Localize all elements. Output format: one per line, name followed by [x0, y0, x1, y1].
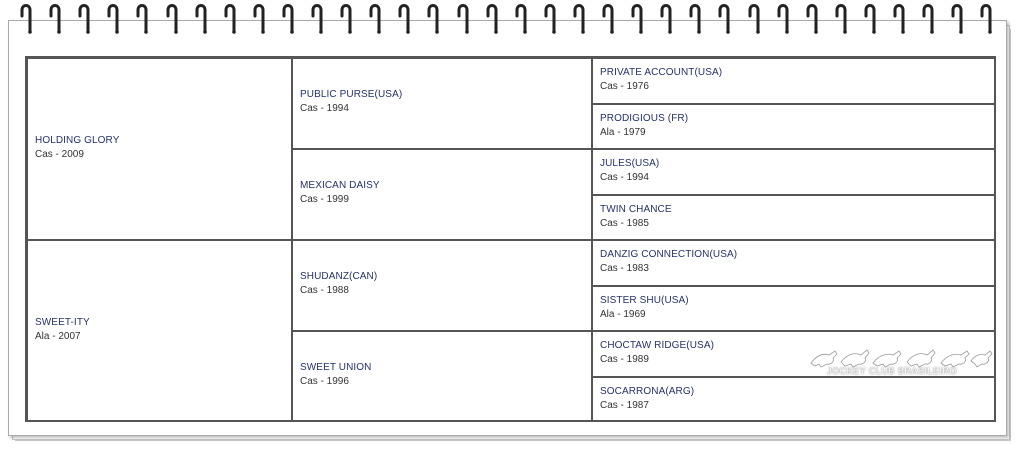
binding-ring-icon: [544, 2, 557, 34]
horse-info: Cas - 1985: [600, 218, 649, 229]
horse-name[interactable]: DANZIG CONNECTION(USA): [600, 249, 738, 260]
pedigree-great-grandparent[interactable]: [592, 149, 996, 195]
horse-info: Cas - 1994: [600, 172, 649, 183]
horse-info: Ala - 2007: [35, 331, 81, 342]
horse-info: Cas - 1996: [300, 376, 349, 387]
binding-ring-icon: [951, 2, 964, 34]
binding-ring-icon: [660, 2, 673, 34]
horse-name[interactable]: SWEET-ITY: [35, 317, 90, 328]
binding-ring-icon: [689, 2, 702, 34]
binding-ring-icon: [369, 2, 382, 34]
binding-ring-icon: [573, 2, 586, 34]
binding-ring-icon: [748, 2, 761, 34]
binding-ring-icon: [893, 2, 906, 34]
binding-ring-icon: [486, 2, 499, 34]
pedigree-great-grandparent[interactable]: [592, 58, 996, 104]
spiral-binding: [20, 2, 1010, 36]
pedigree-grandparent[interactable]: [292, 240, 592, 331]
binding-ring-icon: [166, 2, 179, 34]
horse-name[interactable]: TWIN CHANCE: [600, 204, 672, 215]
horse-name[interactable]: JULES(USA): [600, 158, 660, 169]
pedigree-dam[interactable]: [27, 240, 292, 422]
horse-name[interactable]: MEXICAN DAISY: [300, 180, 380, 191]
pedigree-great-grandparent[interactable]: [592, 195, 996, 240]
binding-ring-icon: [195, 2, 208, 34]
binding-ring-icon: [602, 2, 615, 34]
binding-ring-icon: [922, 2, 935, 34]
pedigree-great-grandparent[interactable]: [592, 240, 996, 286]
horse-name[interactable]: SISTER SHU(USA): [600, 295, 689, 306]
binding-ring-icon: [107, 2, 120, 34]
horse-info: Ala - 1979: [600, 127, 646, 138]
horse-name[interactable]: SWEET UNION: [300, 362, 372, 373]
binding-ring-icon: [427, 2, 440, 34]
horse-info: Cas - 1976: [600, 81, 649, 92]
binding-ring-icon: [253, 2, 266, 34]
binding-ring-icon: [49, 2, 62, 34]
binding-ring-icon: [777, 2, 790, 34]
binding-ring-icon: [398, 2, 411, 34]
binding-ring-icon: [515, 2, 528, 34]
horse-name[interactable]: SOCARRONA(ARG): [600, 386, 695, 397]
pedigree-great-grandparent[interactable]: [592, 104, 996, 149]
binding-ring-icon: [631, 2, 644, 34]
binding-ring-icon: [340, 2, 353, 34]
binding-ring-icon: [311, 2, 324, 34]
pedigree-sire[interactable]: [27, 58, 292, 240]
horse-name[interactable]: PUBLIC PURSE(USA): [300, 89, 403, 100]
horse-info: Cas - 1999: [300, 194, 349, 205]
pedigree-grandparent[interactable]: [292, 331, 592, 422]
binding-ring-icon: [980, 2, 993, 34]
horse-name[interactable]: PRIVATE ACCOUNT(USA): [600, 67, 723, 78]
binding-ring-icon: [282, 2, 295, 34]
binding-ring-icon: [718, 2, 731, 34]
binding-ring-icon: [835, 2, 848, 34]
horse-info: Cas - 1983: [600, 263, 649, 274]
binding-ring-icon: [864, 2, 877, 34]
horse-name[interactable]: SHUDANZ(CAN): [300, 271, 378, 282]
horse-info: Cas - 1989: [600, 354, 649, 365]
horse-name[interactable]: HOLDING GLORY: [35, 135, 120, 146]
binding-ring-icon: [136, 2, 149, 34]
binding-ring-icon: [806, 2, 819, 34]
horse-name[interactable]: CHOCTAW RIDGE(USA): [600, 340, 715, 351]
horse-info: Ala - 1969: [600, 309, 646, 320]
binding-ring-icon: [78, 2, 91, 34]
binding-ring-icon: [457, 2, 470, 34]
horse-info: Cas - 1988: [300, 285, 349, 296]
binding-ring-icon: [20, 2, 33, 34]
binding-ring-icon: [224, 2, 237, 34]
horse-info: Cas - 1987: [600, 400, 649, 411]
horse-info: Cas - 2009: [35, 149, 84, 160]
pedigree-great-grandparent[interactable]: [592, 286, 996, 331]
pedigree-grandparent[interactable]: [292, 149, 592, 240]
watermark-text: JOCKEY CLUB BRASILEIRO: [827, 366, 957, 376]
horse-name[interactable]: PRODIGIOUS (FR): [600, 113, 689, 124]
horse-info: Cas - 1994: [300, 103, 349, 114]
jockey-club-watermark: [809, 345, 994, 385]
pedigree-grandparent[interactable]: [292, 58, 592, 149]
